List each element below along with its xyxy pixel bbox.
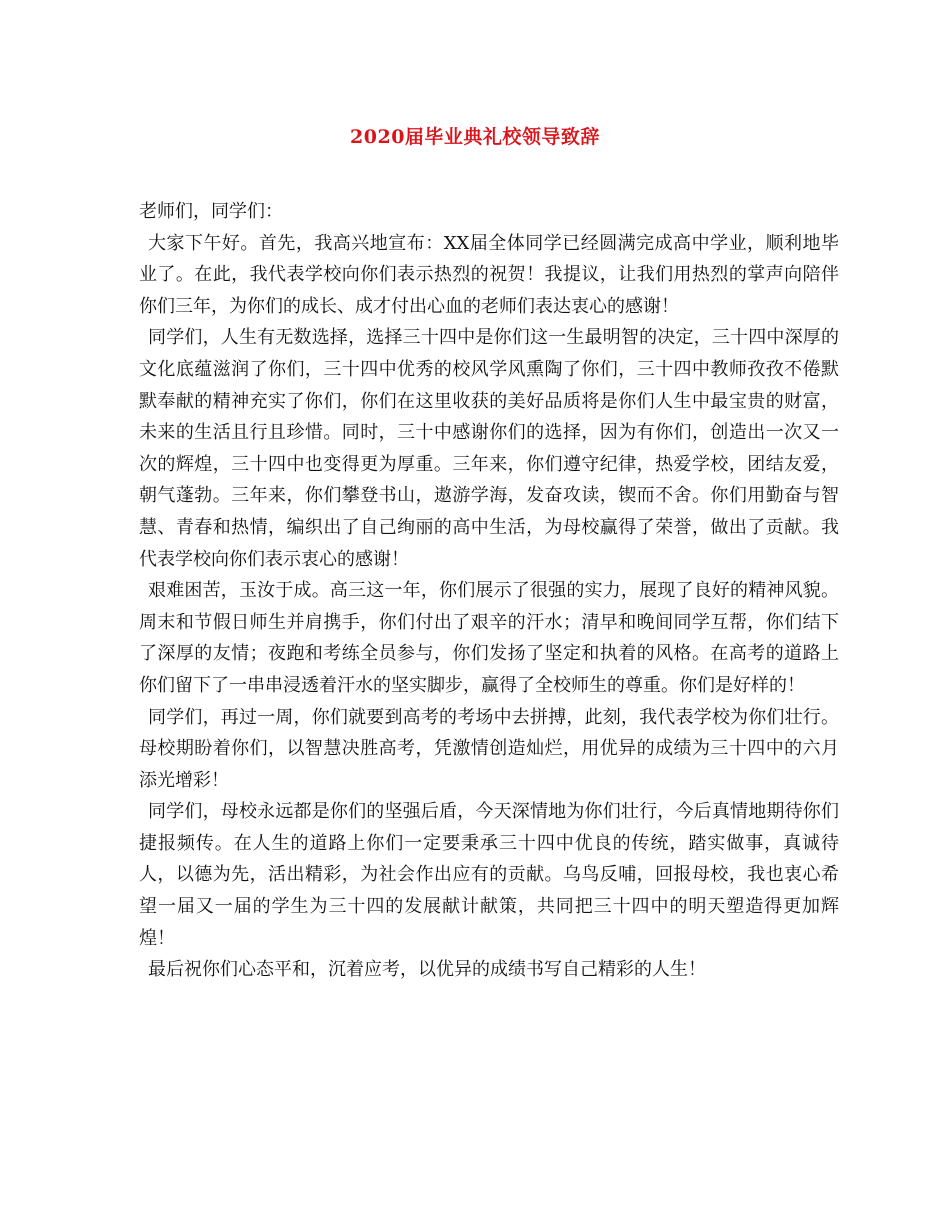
- paragraph-5: 同学们，母校永远都是你们的坚强后盾，今天深情地为你们壮行，今后真情地期待你们捷报频传。在人生的道路上你们一定要秉承三十四中优良的传统，踏实做事，真诚待人，以德为先，活出精彩，为社会作出应有的贡献。乌鸟反哺，回报母校，我也衷心希望一届又一届的学生为三十四的发展献计献策，共同把三十四中的明天塑造得更加辉煌！: [139, 801, 839, 949]
- paragraph-4: 同学们，再过一周，你们就要到高考的考场中去拼搏，此刻，我代表学校为你们壮行。母校期盼着你们，以智慧决胜高考，凭激情创造灿烂，用优异的成绩为三十四中的六月添光增彩！: [139, 706, 839, 791]
- document-body: [139, 196, 839, 986]
- paragraph-6: 最后祝你们心态平和，沉着应考，以优异的成绩书写自己精彩的人生！: [148, 959, 706, 981]
- paragraph-3: 艰难困苦，玉汝于成。高三这一年，你们展示了很强的实力，展现了良好的精神风貌。周末和节假日师生并肩携手，你们付出了艰辛的汗水；清早和晚间同学互帮，你们结下了深厚的友情；夜跑和考练全员参与，你们发扬了坚定和执着的风格。在高考的道路上你们留下了一串串浸透着汗水的坚实脚步，赢得了全校师生的尊重。你们是好样的！: [139, 580, 839, 696]
- greeting: 老师们，同学们：: [139, 201, 283, 222]
- paragraph-2: 同学们，人生有无数选择，选择三十四中是你们这一生最明智的决定，三十四中深厚的文化底蕴滋润了你们，三十四中优秀的校风学风熏陶了你们，三十四中教师孜孜不倦默默奉献的精神充实了你们，你们在这里收获的美好品质将是你们人生中最宝贵的财富，未来的生活且行且珍惜。同时，三十中感谢你们的选择，因为有你们，创造出一次又一次的辉煌，三十四中也变得更为厚重。三年来，你们遵守纪律，热爱学校，团结友爱，朝气蓬勃。三年来，你们攀登书山，遨游学海，发奋攻读，锲而不舍。你们用勤奋与智慧、青春和热情，编织出了自己绚丽的高中生活，为母校赢得了荣誉，做出了贡献。我代表学校向你们表示衷心的感谢！: [139, 327, 839, 570]
- paragraph-1: 大家下午好。首先，我高兴地宣布：XX届全体同学已经圆满完成高中学业，顺利地毕业了。在此，我代表学校向你们表示热烈的祝贺！我提议，让我们用热烈的掌声向陪伴你们三年，为你们的成长、成才付出心血的老师们表达衷心的感谢！: [139, 232, 839, 317]
- document-title: 2020届毕业典礼校领导致辞: [350, 126, 600, 148]
